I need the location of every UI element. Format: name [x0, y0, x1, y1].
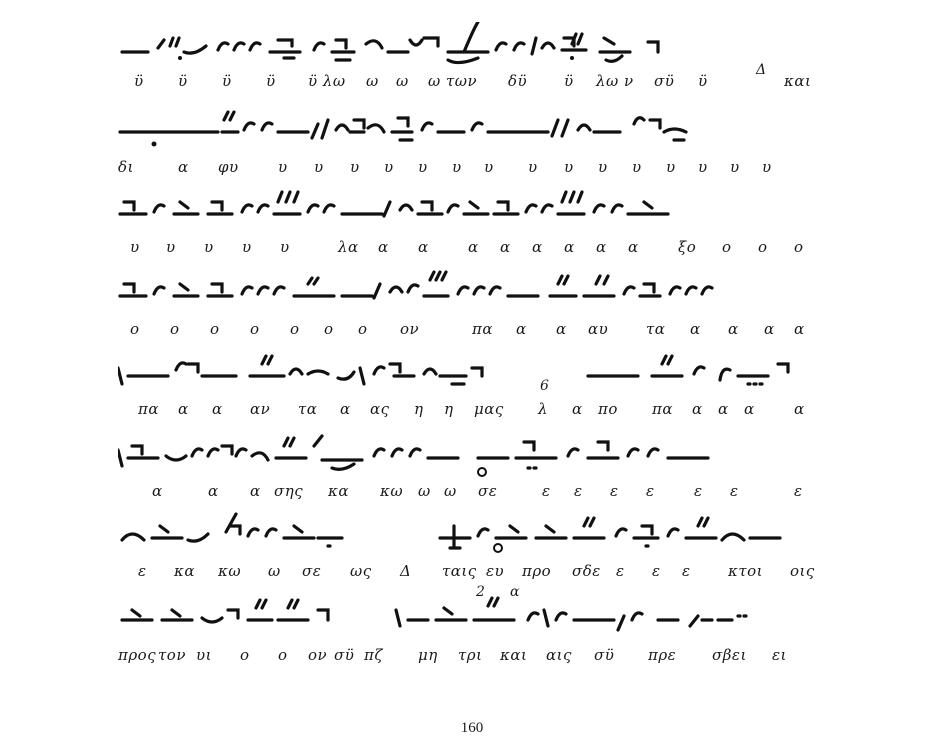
neume-notation-graphic: [118, 512, 818, 560]
syllable: ω των: [428, 72, 478, 90]
syllable: υ: [130, 238, 140, 256]
syllable: α: [794, 320, 805, 338]
syllable: ο: [794, 238, 804, 256]
syllable: ο: [324, 320, 334, 338]
neume-notation-line-3: [118, 188, 818, 236]
syllable: υ: [350, 158, 360, 176]
neume-notation-line-8: [118, 596, 818, 644]
syllable: α: [794, 400, 805, 418]
chant-line-7: [118, 512, 818, 600]
syllable: υ: [314, 158, 324, 176]
chronos-mark: 6: [540, 378, 549, 394]
lyrics-line-5: [118, 400, 818, 426]
neume-notation-line-4: [118, 270, 818, 318]
syllable: ο: [290, 320, 300, 338]
syllable: ω: [366, 72, 379, 90]
syllable: αυ: [588, 320, 609, 338]
neume-notation-graphic: [118, 432, 818, 480]
syllable: η: [444, 400, 454, 418]
neume-notation-line-1: [118, 22, 818, 70]
syllable: προς: [118, 646, 157, 664]
syllable: υ: [698, 158, 708, 176]
syllable: δι: [118, 158, 134, 176]
syllable: ξο: [678, 238, 697, 256]
syllable: υ: [598, 158, 608, 176]
syllable: α: [178, 158, 189, 176]
syllable: ε: [138, 562, 147, 580]
syllable: πο: [598, 400, 618, 418]
syllable: και: [500, 646, 528, 664]
syllable: α: [212, 400, 223, 418]
syllable: κω: [218, 562, 242, 580]
syllable: σϋ: [334, 646, 355, 664]
syllable: α: [556, 320, 567, 338]
neume-notation-graphic: [118, 350, 818, 398]
syllable: ε: [682, 562, 691, 580]
syllable: α: [690, 320, 701, 338]
syllable: α: [500, 238, 511, 256]
syllable: ε: [694, 482, 703, 500]
syllable: υ: [418, 158, 428, 176]
syllable: υ: [280, 238, 290, 256]
syllable: ϋ: [698, 72, 708, 90]
syllable: α: [728, 320, 739, 338]
syllable: ο: [278, 646, 288, 664]
syllable: Δ: [400, 562, 412, 580]
syllable: α: [378, 238, 389, 256]
syllable: πρε: [648, 646, 677, 664]
syllable: ο: [240, 646, 250, 664]
chant-line-8: [118, 596, 818, 676]
lyrics-line-7: [118, 562, 818, 588]
syllable: ϋ: [266, 72, 276, 90]
syllable: α: [178, 400, 189, 418]
syllable: πα: [472, 320, 493, 338]
syllable: υ: [632, 158, 642, 176]
syllable: υ: [564, 158, 574, 176]
syllable: αν: [250, 400, 271, 418]
syllable: ως: [350, 562, 372, 580]
syllable: πζ: [364, 646, 383, 664]
syllable: α: [628, 238, 639, 256]
lyrics-line-6: [118, 482, 818, 508]
syllable: ε: [794, 482, 803, 500]
syllable: α: [250, 482, 261, 500]
syllable: α: [468, 238, 479, 256]
syllable: ον: [308, 646, 328, 664]
neume-notation-graphic: [118, 188, 818, 236]
syllable: ε: [616, 562, 625, 580]
syllable: τον: [158, 646, 186, 664]
syllable: ο: [130, 320, 140, 338]
syllable: ϋ: [134, 72, 144, 90]
syllable: ε: [610, 482, 619, 500]
lyrics-line-3: [118, 238, 818, 264]
syllable: τα: [298, 400, 318, 418]
martyria-mark: Δ: [756, 62, 767, 78]
syllable: ει: [772, 646, 787, 664]
neume-notation-graphic: [118, 22, 818, 70]
syllable: σδε: [572, 562, 601, 580]
syllable: ον: [400, 320, 420, 338]
syllable: κα: [328, 482, 349, 500]
syllable: ε: [730, 482, 739, 500]
syllable: υ: [242, 238, 252, 256]
syllable: α: [340, 400, 351, 418]
syllable: α: [572, 400, 583, 418]
syllable: ο: [250, 320, 260, 338]
lyrics-line-2: [118, 158, 818, 184]
chronos-mark: α: [510, 584, 520, 600]
syllable: α: [764, 320, 775, 338]
syllable: α: [152, 482, 163, 500]
syllable: ω: [444, 482, 457, 500]
syllable: προ: [522, 562, 552, 580]
syllable: α: [516, 320, 527, 338]
syllable: υ: [666, 158, 676, 176]
chant-line-3: [118, 188, 818, 268]
syllable: αις: [546, 646, 572, 664]
syllable: α: [532, 238, 543, 256]
syllable: κω: [380, 482, 404, 500]
neume-notation-line-7: [118, 512, 818, 560]
chant-line-1: [118, 22, 818, 102]
syllable: ω: [418, 482, 431, 500]
neume-notation-line-5: [118, 350, 818, 398]
syllable: πα: [652, 400, 673, 418]
syllable: ϋ: [178, 72, 188, 90]
syllable: ο: [722, 238, 732, 256]
syllable: α: [718, 400, 729, 418]
syllable: ο: [210, 320, 220, 338]
syllable: σε: [478, 482, 498, 500]
neume-notation-graphic: [118, 108, 818, 156]
syllable: υ: [278, 158, 288, 176]
syllable: μας: [474, 400, 504, 418]
syllable: α: [208, 482, 219, 500]
syllable: σε: [302, 562, 322, 580]
syllable: τα: [646, 320, 666, 338]
syllable: σης: [274, 482, 304, 500]
syllable: ε: [542, 482, 551, 500]
neume-notation-line-6: [118, 432, 818, 480]
syllable: ϋ: [564, 72, 574, 90]
syllable: υ: [452, 158, 462, 176]
syllable: κτοι: [728, 562, 764, 580]
syllable: ταις: [442, 562, 477, 580]
syllable: ε: [646, 482, 655, 500]
syllable: τρι: [458, 646, 483, 664]
syllable: ω: [396, 72, 409, 90]
syllable: α: [596, 238, 607, 256]
syllable: ο: [758, 238, 768, 256]
syllable: σϋ: [594, 646, 615, 664]
syllable: α: [564, 238, 575, 256]
syllable: η: [414, 400, 424, 418]
syllable: λα: [338, 238, 359, 256]
syllable: υ: [484, 158, 494, 176]
chant-line-2: [118, 108, 818, 188]
syllable: και: [784, 72, 812, 90]
lyrics-line-8: [118, 646, 818, 672]
syllable: α: [744, 400, 755, 418]
syllable: υ: [730, 158, 740, 176]
syllable: δϋ: [508, 72, 528, 90]
chant-line-5: [118, 350, 818, 430]
syllable: σϋ: [654, 72, 675, 90]
syllable: ε: [652, 562, 661, 580]
syllable: υ: [528, 158, 538, 176]
syllable: α: [418, 238, 429, 256]
lyrics-line-1: [118, 72, 818, 98]
syllable: υ: [762, 158, 772, 176]
syllable: πα: [138, 400, 159, 418]
syllable: σβει: [712, 646, 747, 664]
syllable: υ: [166, 238, 176, 256]
syllable: ας: [370, 400, 390, 418]
syllable: λ: [538, 400, 549, 418]
syllable: λω ν: [596, 72, 634, 90]
chant-line-4: [118, 270, 818, 350]
syllable: κα: [174, 562, 195, 580]
syllable: ο: [170, 320, 180, 338]
syllable: υ: [204, 238, 214, 256]
syllable: υι: [196, 646, 212, 664]
syllable: ϋ: [222, 72, 232, 90]
chronos-mark: 2: [476, 584, 485, 600]
syllable: ω: [268, 562, 281, 580]
syllable: ε: [574, 482, 583, 500]
syllable: ϋ λω: [308, 72, 346, 90]
neume-notation-graphic: [118, 270, 818, 318]
syllable: μη: [418, 646, 438, 664]
syllable: α: [692, 400, 703, 418]
neume-notation-line-2: [118, 108, 818, 156]
syllable: ευ: [486, 562, 505, 580]
lyrics-line-4: [118, 320, 818, 346]
syllable: οις: [790, 562, 815, 580]
syllable: υ: [384, 158, 394, 176]
neume-notation-graphic: [118, 596, 818, 644]
syllable: φυ: [218, 158, 239, 176]
syllable: ο: [358, 320, 368, 338]
chant-line-6: [118, 432, 818, 512]
page-number: 160: [460, 720, 484, 736]
